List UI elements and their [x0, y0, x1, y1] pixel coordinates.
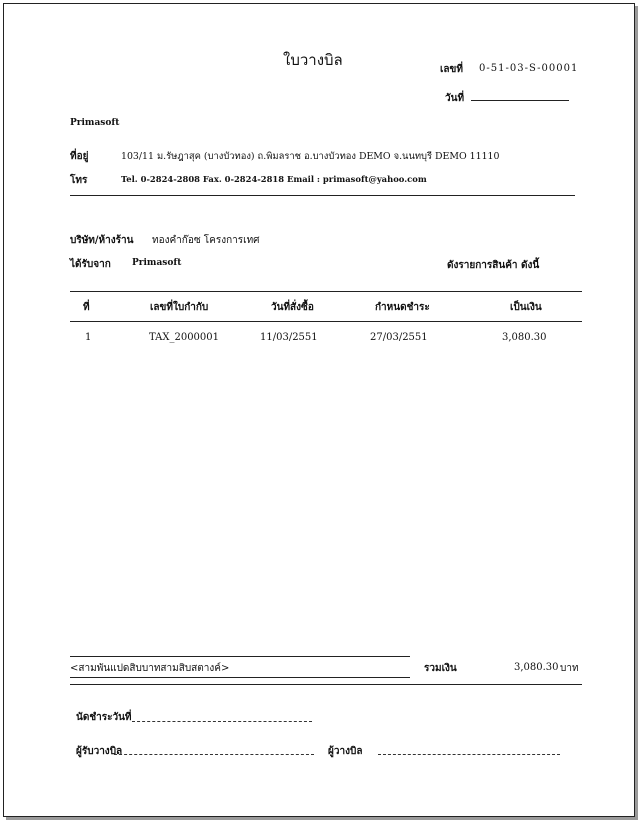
header-divider	[70, 195, 575, 196]
totals-bottom-rule	[70, 684, 582, 685]
biller-label: ผู้วางบิล	[328, 746, 363, 757]
biller-signature-line[interactable]	[378, 754, 560, 755]
table-header-rule	[70, 321, 582, 322]
table-header-order-date: วันที่สั่งซื้อ	[271, 302, 314, 313]
words-top-rule	[70, 656, 410, 657]
statement-text: ดังรายการสินค้า ดังนี้	[447, 260, 540, 271]
address-label: ที่อยู่	[70, 151, 89, 162]
table-top-rule	[70, 291, 582, 292]
phone-value: Tel. 0-2824-2808 Fax. 0-2824-2818 Email : primasoft@yahoo.com	[121, 174, 427, 184]
doc-no-value: 0-51-03-S-00001	[479, 63, 579, 74]
phone-label: โทร	[70, 175, 88, 186]
row-no: 1	[85, 332, 92, 343]
document-title: ใบวางบิล	[283, 51, 343, 69]
invoice-page	[3, 3, 635, 817]
total-label: รวมเงิน	[424, 663, 457, 674]
due-date-line[interactable]	[132, 721, 312, 722]
date-label: วันที่	[445, 93, 465, 104]
receiver-signature-line[interactable]	[114, 754, 314, 755]
receiver-label: ผู้รับวางบิล	[76, 746, 123, 757]
amount-in-words: <สามพันแปดสิบบาทสามสิบสตางค์>	[70, 663, 230, 674]
row-invoice: TAX_2000001	[149, 332, 219, 343]
table-header-due-date: กำหนดชำระ	[375, 302, 430, 313]
customer-value: ทองคำก๊อซ โครงการเทศ	[152, 235, 260, 246]
row-amount: 3,080.30	[502, 332, 547, 343]
customer-label: บริษัท/ห้างร้าน	[70, 235, 134, 246]
address-value: 103/11 ม.รัษฎาสุค (บางบัวทอง) ถ.พิมลราช อ.บางบัวทอง DEMO จ.นนทบุรี DEMO 11110	[121, 151, 500, 162]
currency: บาท	[560, 663, 579, 674]
row-due-date: 27/03/2551	[370, 332, 428, 343]
doc-no-label: เลขที่	[440, 64, 463, 75]
company-name: Primasoft	[70, 118, 120, 128]
received-from-label: ได้รับจาก	[70, 259, 111, 270]
table-header-invoice: เลขที่ใบกำกับ	[150, 302, 209, 313]
table-header-no: ที่	[83, 302, 90, 313]
total-value: 3,080.30	[514, 662, 559, 673]
table-header-amount: เป็นเงิน	[510, 302, 542, 313]
due-date-label: นัดชำระวันที่	[76, 712, 132, 723]
received-from-value: Primasoft	[132, 258, 182, 268]
words-bottom-rule	[70, 677, 410, 678]
row-order-date: 11/03/2551	[260, 332, 318, 343]
date-line	[471, 100, 569, 101]
